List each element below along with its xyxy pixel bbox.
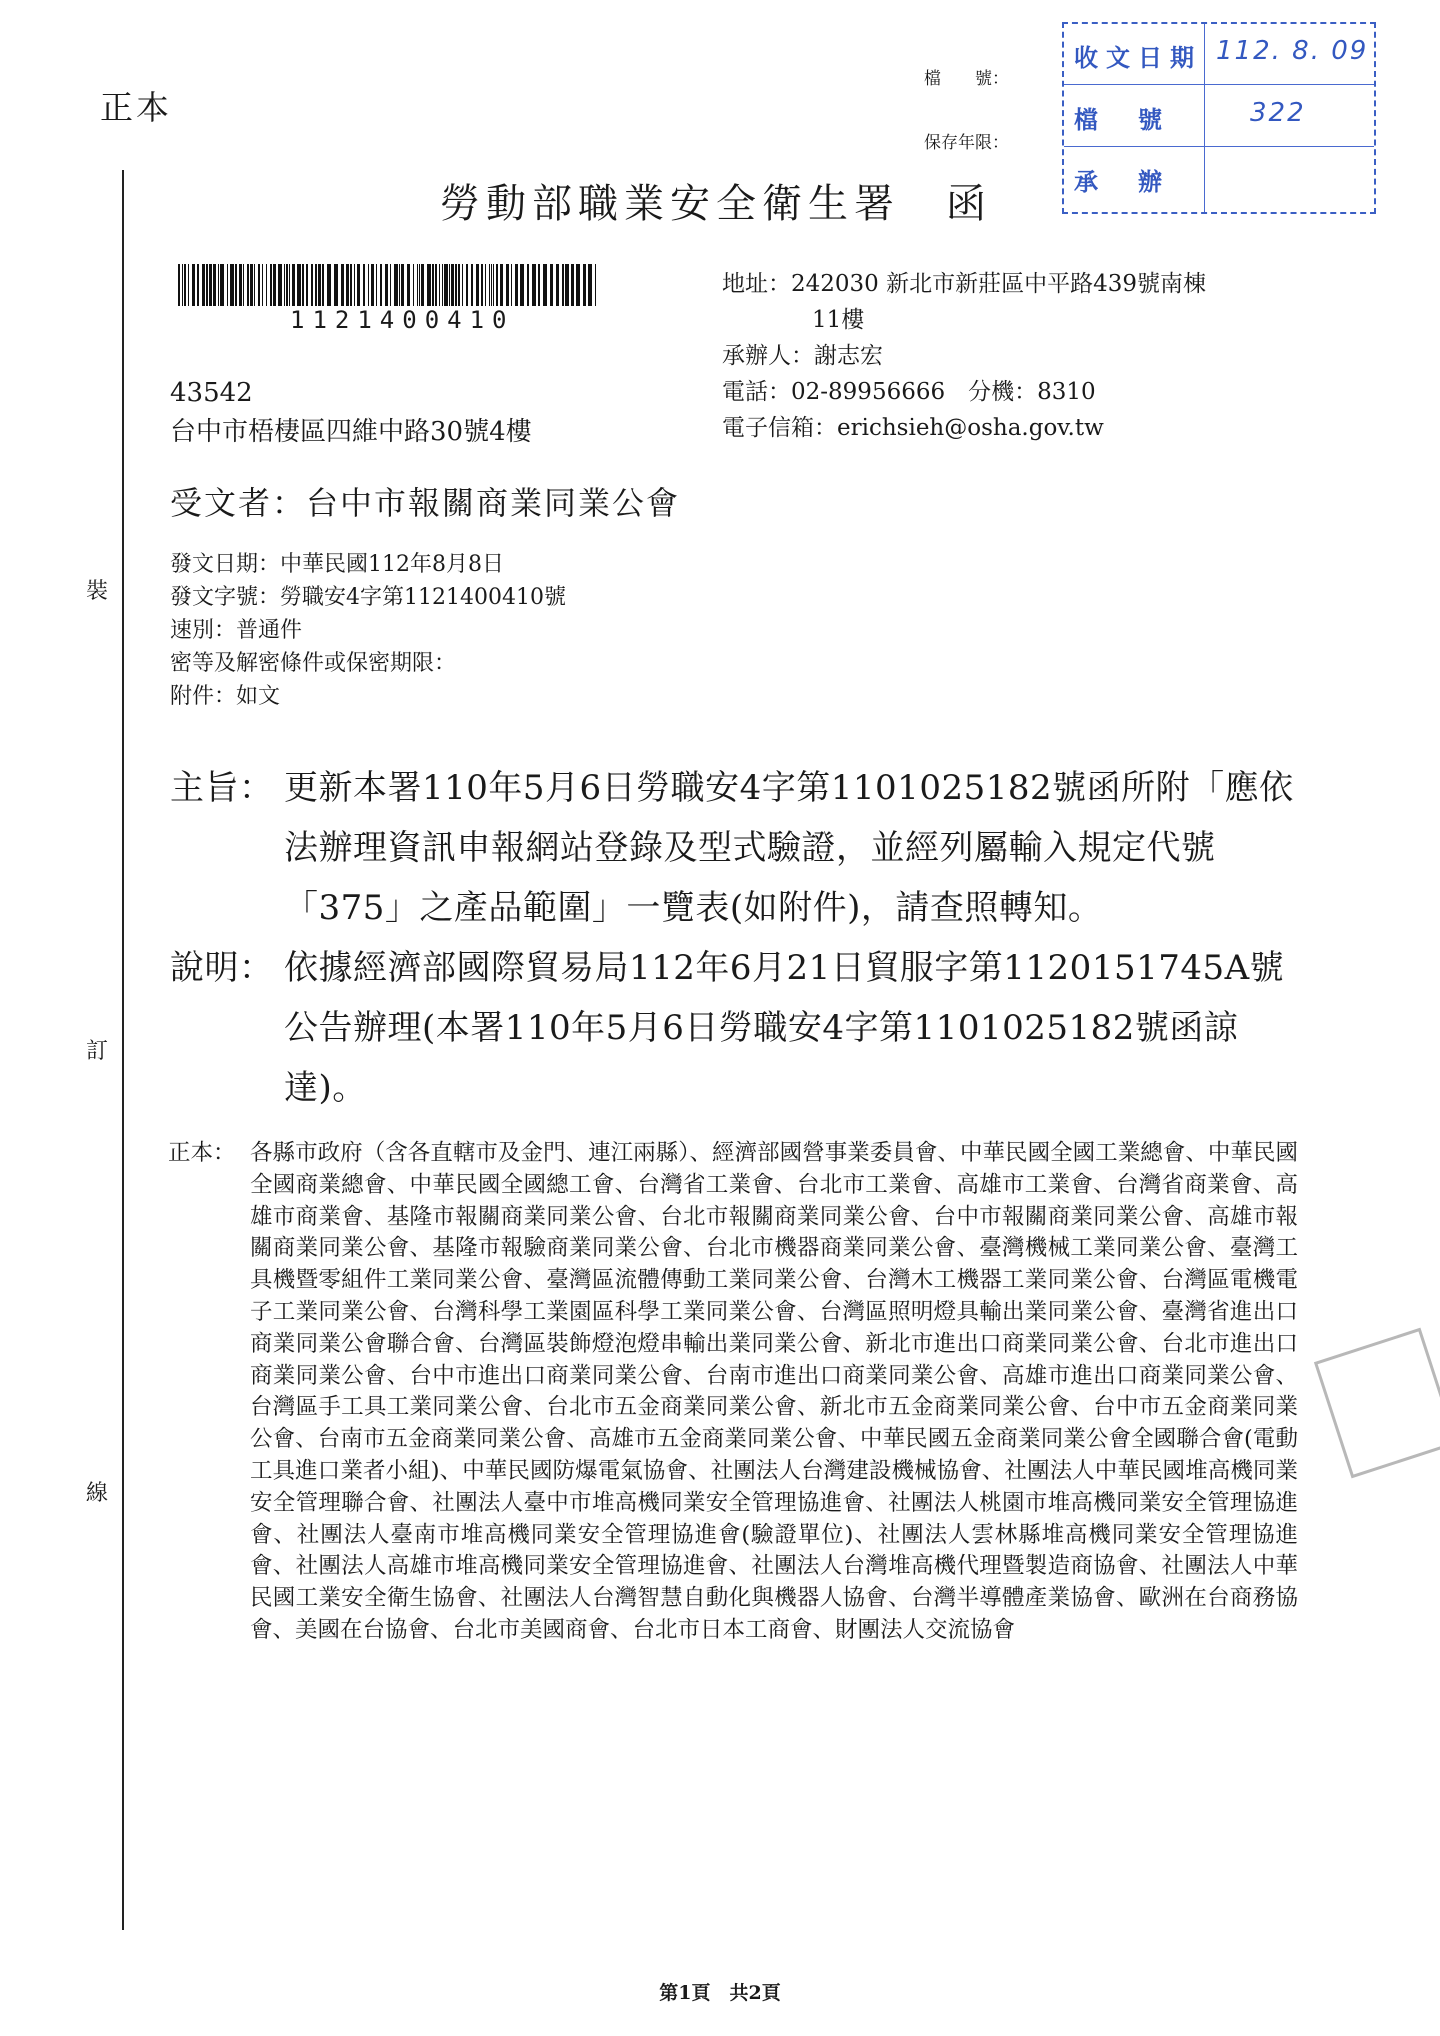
recipient-address: 台中市梧棲區四維中路30號4樓 xyxy=(170,417,532,447)
document-title: 勞動部職業安全衛生署 函 xyxy=(440,181,992,227)
retention-label: 保存年限： xyxy=(924,133,1009,153)
received-stamp xyxy=(1062,22,1376,214)
copy-mark: 正本 xyxy=(100,88,172,127)
subject-text: 更新本署110年5月6日勞職安4字第1101025182號函所附「應依法辦理資訊申報網站登錄及型式驗證，並經列屬輸入規定代號「375」之產品範圍」一覽表(如附件)，請查照轉知。 xyxy=(284,768,1294,928)
recipient-block xyxy=(170,374,532,452)
sender-address-floor: 11樓 xyxy=(812,307,865,333)
attachment: 附件：如文 xyxy=(170,684,281,709)
explanation-label: 說明： xyxy=(170,948,274,988)
sender-info xyxy=(722,266,1206,446)
sender-address: 地址：242030 新北市新莊區中平路439號南棟 xyxy=(722,271,1207,297)
cc-section xyxy=(168,1138,1298,1647)
subject-section xyxy=(170,758,1306,938)
subject-label: 主旨： xyxy=(170,768,274,808)
cc-list: 各縣市政府（含各直轄市及金門、連江兩縣）、經濟部國營事業委員會、中華民國全國工業總會、中華民國全國商業總會、中華民國全國總工會、台灣省工業會、台北市工業會、高雄市工業會、台灣省商業會、高雄市商業會、基隆市報關商業同業公會、台北市報關商業同業公會、台中市報關商業同業公會、高雄市報關商業同業公會、基隆市報驗商業同業公會、台北市機器商業同業公會、臺灣機械工業同業公會、臺灣工具機暨零組件工業同業公會、臺灣區流體傳動工業同業公會、台灣木工機器工業同業公會、台灣區電機電子工業同業公會、台灣科學工業園區科學工業同業公會、台灣區照明燈具輸出業同業公會、臺灣省進出口商業同業公會聯合會、台灣區裝飾燈泡燈串輸出業同業公會、新北市進出口商業同業公會、台北市進出口商業同業公會、台中市進出口商業同業公會、台南市進出口商業同業公會、高雄市進出口商業同業公會、台灣區手工具工業同業公會、台北市五金商業同業公會、新北市五金商業同業公會、台中市五金商業同業公會、台南市五金商業同業公會、高雄市五金商業同業公會、中華民國五金商業同業公會全國聯合會(電動工具進口業者小組)、中華民國防爆電氣協會、社團法人台灣建設機械協會、社團法人中華民國堆高機同業安全管理聯合會、社團法人臺中市堆高機同業安全管理協進會、社團法人桃園市堆高機同業安全管理協進會、社團法人臺南市堆高機同業安全管理協進會(驗證單位)、社團法人雲林縣堆高機同業安全管理協進會、社團法人高雄市堆高機同業安全管理協進會、社團法人台灣堆高機代理暨製造商協會、社團法人中華民國工業安全衛生協會、社團法人台灣智慧自動化與機器人協會、台灣半導體產業協會、歐洲在台商務協會、美國在台協會、台北市美國商會、台北市日本工商會、財團法人交流協會 xyxy=(250,1140,1298,1643)
document-meta xyxy=(170,548,566,713)
issue-date: 發文日期：中華民國112年8月8日 xyxy=(170,552,504,577)
page-footer: 第1頁 共2頁 xyxy=(659,1982,781,2004)
barcode xyxy=(178,264,602,306)
binding-mark-top: 裝 xyxy=(86,574,108,605)
binding-mark-middle: 訂 xyxy=(86,1034,108,1065)
stamp-file-value: 322 xyxy=(1250,98,1306,128)
stamp-handler-label: 承 辦 xyxy=(1074,168,1170,196)
sender-contact: 承辦人：謝志宏 xyxy=(722,343,883,369)
body xyxy=(170,758,1306,1118)
seal-stamp xyxy=(1314,1328,1440,1479)
explanation-section xyxy=(170,938,1306,1118)
barcode-number: 1121400410 xyxy=(290,306,515,334)
stamp-file-label: 檔 號 xyxy=(1074,106,1170,134)
binding-mark-bottom: 線 xyxy=(86,1476,108,1507)
file-number-label: 檔 號： xyxy=(924,69,1009,89)
stamp-date-label: 收文日期 xyxy=(1074,44,1202,72)
speed: 速別：普通件 xyxy=(170,618,303,643)
stamp-date-value: 112. 8. 09 xyxy=(1216,36,1369,66)
reference-number: 發文字號：勞職安4字第1121400410號 xyxy=(170,585,566,610)
recipient-postal-code: 43542 xyxy=(170,378,253,408)
classification: 密等及解密條件或保密期限： xyxy=(170,651,457,676)
sender-email: 電子信箱：erichsieh@osha.gov.tw xyxy=(722,415,1104,441)
addressee: 受文者：台中市報關商業同業公會 xyxy=(170,484,681,522)
sender-phone: 電話：02-89956666 分機：8310 xyxy=(722,379,1096,405)
cc-label: 正本： xyxy=(168,1140,236,1166)
binding-line xyxy=(122,170,124,1930)
explanation-text: 依據經濟部國際貿易局112年6月21日貿服字第1120151745A號公告辦理(本署110年5月6日勞職安4字第1101025182號函諒達)。 xyxy=(284,948,1285,1108)
